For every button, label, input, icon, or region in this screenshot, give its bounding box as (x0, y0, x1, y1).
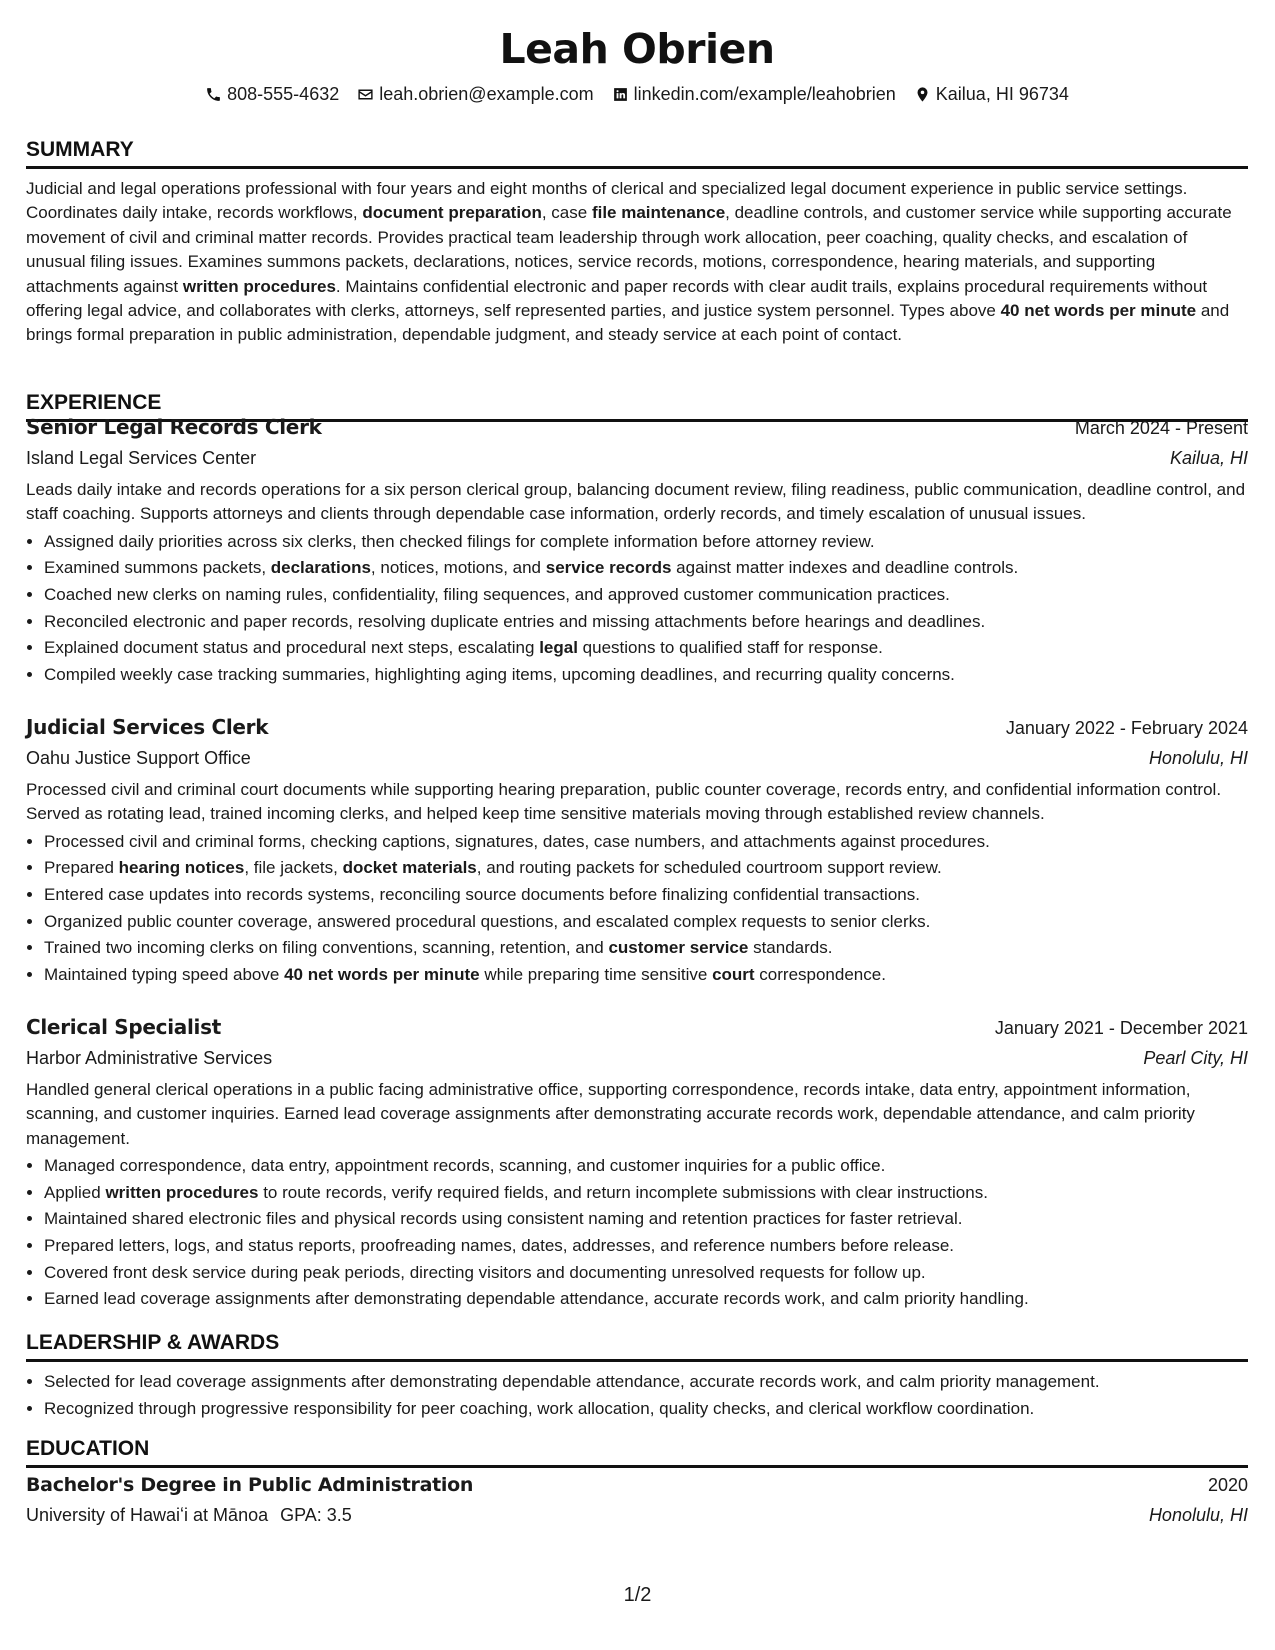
job-bullets (26, 529, 1248, 689)
summary-section-header (26, 137, 1248, 169)
contact-location (914, 82, 1069, 106)
job-title: Judicial Services Clerk (26, 715, 269, 739)
job-header-row (26, 712, 1248, 743)
phone-icon (205, 86, 222, 103)
bullet-item: • Entered case updates into records systems, reconciling source documents before finalizing confidential transactions. (44, 882, 1248, 909)
bold-keyword: written procedures (182, 276, 336, 296)
summary-paragraph: Judicial and legal operations professional with four years and eight months of clerical and specialized legal document experience in public service settings. Coordinates daily intake, records workflows, document preparation, case file maintenance, deadline controls, and customer service while supporting accurate movement of civil and criminal matter records. Provides practical team leadership through work allocation, peer coaching, quality checks, and escalation of unusual filing issues. Examines summons packets, declarations, notices, service records, motions, correspondence, hearing materials, and supporting attachments against written procedures. Maintains confidential electronic and paper records with clear audit trails, explains procedural requirements without offering legal advice, and collaborates with clerks, attorneys, self represented parties, and justice system personnel. Types above 40 net words per minute and brings formal preparation in public administration, dependable judgment, and steady service at each point of contact. (26, 179, 1232, 345)
job-description: Processed civil and criminal court documents while supporting hearing preparation, public counter coverage, records entry, and confidential information control. Served as rotating lead, trained incoming clerks, and helped keep time sensitive materials moving through established review channels. (26, 780, 1222, 824)
phone-text: 808-555-4632 (227, 84, 340, 104)
job-organization: Harbor Administrative Services (26, 1048, 273, 1068)
bold-keyword: document preparation (362, 203, 542, 223)
contact-line (26, 82, 1248, 106)
email-text: leah.obrien@example.com (379, 84, 594, 104)
education-heading: EDUCATION (26, 1436, 1248, 1468)
school-info (26, 1500, 352, 1530)
bullet-item: • Explained document status and procedural next steps, escalating legal questions to qualified staff for response. (44, 635, 1248, 662)
bold-keyword: legal (539, 638, 578, 658)
job-location: Honolulu, HI (1148, 748, 1248, 768)
location-text: Kailua, HI 96734 (935, 84, 1069, 104)
bold-keyword: court (712, 964, 755, 984)
gpa: GPA: 3.5 (280, 1505, 352, 1525)
contact-email[interactable] (357, 82, 593, 106)
job-location: Kailua, HI (1169, 448, 1248, 468)
bullet-item: • Maintained typing speed above 40 net words per minute while preparing time sensitive court correspondence. (44, 962, 1248, 989)
bullet-item: • Trained two incoming clerks on filing conventions, scanning, retention, and customer service standards. (44, 935, 1248, 962)
bullet-item: • Prepared letters, logs, and status reports, proofreading names, dates, addresses, and reference numbers before release. (44, 1233, 1248, 1260)
degree-name: Bachelor's Degree in Public Administration (26, 1474, 474, 1496)
contact-phone (205, 82, 339, 106)
experience-heading: EXPERIENCE (26, 390, 1248, 422)
bold-keyword: file maintenance (591, 203, 726, 223)
job-bullets (26, 829, 1248, 989)
bullet-item: • Examined summons packets, declarations, notices, motions, and service records against matter indexes and deadline controls. (44, 555, 1248, 582)
job-entry (26, 412, 1248, 688)
contact-linkedin[interactable] (612, 82, 896, 106)
job-header-row (26, 1012, 1248, 1043)
education-entry (26, 1470, 1248, 1530)
map-pin-icon (914, 86, 931, 103)
linkedin-text: linkedin.com/example/leahobrien (633, 84, 896, 104)
job-organization: Island Legal Services Center (26, 448, 257, 468)
bold-keyword: customer service (608, 938, 749, 958)
resume-page (26, 0, 1248, 1525)
bullet-item: • Organized public counter coverage, answered procedural questions, and escalated complex requests to senior clerks. (44, 909, 1248, 936)
leadership-item: • Recognized through progressive responsibility for peer coaching, work allocation, quality checks, and clerical workflow coordination. (44, 1396, 1266, 1423)
job-dates: March 2024 - Present (1074, 418, 1248, 438)
bullet-item: • Compiled weekly case tracking summaries, highlighting aging items, upcoming deadlines, and recurring quality concerns. (44, 662, 1248, 689)
bullet-item: • Applied written procedures to route records, verify required fields, and return incomplete submissions with clear instructions. (44, 1180, 1248, 1207)
job-location: Pearl City, HI (1143, 1048, 1248, 1068)
bullet-item: • Earned lead coverage assignments after demonstrating dependable attendance, accurate records work, and calm priority handling. (44, 1286, 1248, 1313)
job-description: Leads daily intake and records operations for a six person clerical group, balancing document review, filing readiness, public communication, deadline control, and staff coaching. Supports attorneys and clients through dependable case information, orderly records, and timely escalation of unusual issues. (26, 480, 1246, 524)
summary-heading: SUMMARY (26, 137, 1248, 169)
bold-keyword: docket materials (342, 858, 477, 878)
page-number: 1/2 (623, 1584, 652, 1606)
candidate-name: Leah Obrien (499, 25, 775, 73)
linkedin-icon (612, 86, 629, 103)
leadership-heading: LEADERSHIP & AWARDS (26, 1330, 1248, 1362)
bullet-item: • Managed correspondence, data entry, appointment records, scanning, and customer inquiries for a public office. (44, 1153, 1248, 1180)
bold-keyword: service records (545, 558, 672, 578)
bullet-item: • Covered front desk service during peak periods, directing visitors and documenting unresolved requests for follow up. (44, 1260, 1248, 1287)
bullet-item: • Prepared hearing notices, file jackets, docket materials, and routing packets for scheduled courtroom support review. (44, 855, 1248, 882)
job-org-row (26, 1043, 1248, 1073)
job-entry (26, 712, 1248, 988)
job-org-row (26, 743, 1248, 773)
resume-header (26, 0, 1248, 106)
job-title: Senior Legal Records Clerk (26, 415, 322, 439)
bold-keyword: 40 net words per minute (1000, 301, 1197, 321)
bold-keyword: written procedures (105, 1182, 259, 1202)
school-name: University of Hawaiʻi at Mānoa (26, 1505, 269, 1525)
bold-keyword: hearing notices (118, 858, 245, 878)
education-section-header (26, 1436, 1248, 1468)
leadership-section-header (26, 1330, 1248, 1362)
job-title: Clerical Specialist (26, 1015, 221, 1039)
job-dates: January 2022 - February 2024 (1005, 718, 1248, 738)
bold-keyword: 40 net words per minute (284, 964, 480, 984)
graduation-year: 2020 (1207, 1475, 1248, 1495)
job-organization: Oahu Justice Support Office (26, 748, 251, 768)
job-entry (26, 1012, 1248, 1313)
bullet-item: • Processed civil and criminal forms, checking captions, signatures, dates, case numbers, and attachments against procedures. (44, 829, 1248, 856)
leadership-list (26, 1369, 1266, 1422)
job-dates: January 2021 - December 2021 (994, 1018, 1248, 1038)
school-location: Honolulu, HI (1148, 1505, 1248, 1525)
bullet-item: • Coached new clerks on naming rules, confidentiality, filing sequences, and approved customer communication practices. (44, 582, 1248, 609)
job-description: Handled general clerical operations in a public facing administrative office, supporting correspondence, records intake, data entry, appointment information, scanning, and customer inquiries. Earned lead coverage assignments after demonstrating accurate records work, dependable attendance, and calm priority management. (26, 1080, 1195, 1148)
bold-keyword: declarations (270, 558, 371, 578)
bullet-item: • Assigned daily priorities across six clerks, then checked filings for complete information before attorney review. (44, 529, 1248, 556)
job-bullets (26, 1153, 1248, 1313)
bullet-item: • Maintained shared electronic files and physical records using consistent naming and retention practices for faster retrieval. (44, 1206, 1248, 1233)
job-header-row (26, 412, 1248, 443)
leadership-item: • Selected for lead coverage assignments after demonstrating dependable attendance, accurate records work, and calm priority management. (44, 1369, 1266, 1396)
bullet-item: • Reconciled electronic and paper records, resolving duplicate entries and missing attachments before hearings and deadlines. (44, 609, 1248, 636)
job-org-row (26, 443, 1248, 473)
envelope-icon (357, 86, 374, 103)
